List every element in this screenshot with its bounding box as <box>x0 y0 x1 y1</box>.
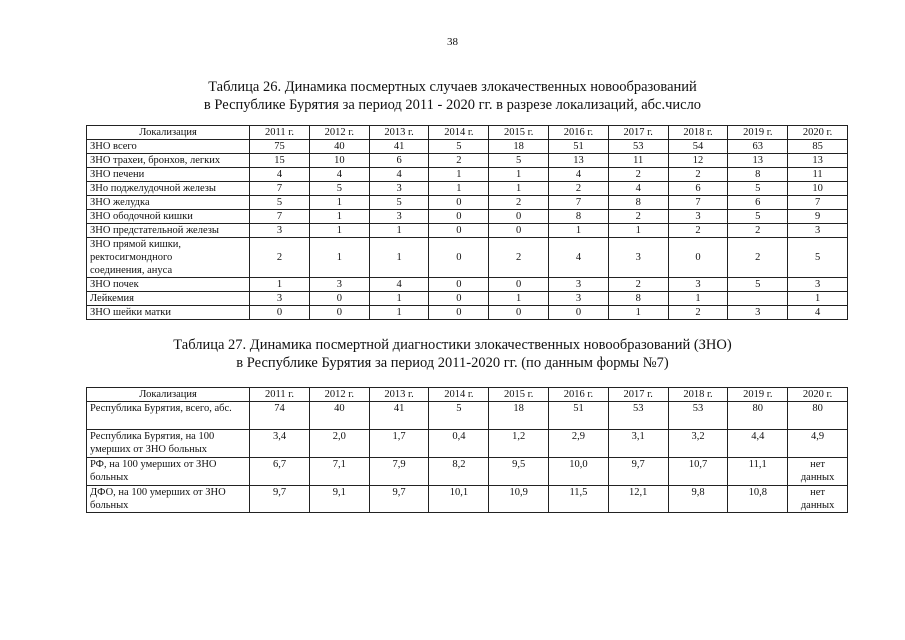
data-cell: 10,1 <box>429 486 489 513</box>
data-cell: 8 <box>608 292 668 306</box>
table26-title-line1: Таблица 26. Динамика посмертных случаев злокачественных новообразований <box>208 79 697 95</box>
data-cell: 3 <box>668 278 728 292</box>
row-label-line: ЗНО печени <box>90 169 145 180</box>
table-row <box>87 278 848 292</box>
data-cell: 1 <box>489 168 549 182</box>
row-label <box>87 210 250 224</box>
table-row <box>87 292 848 306</box>
row-label-line: ЗНО желудка <box>90 197 150 208</box>
data-cell: 1 <box>369 238 429 278</box>
data-cell: 4,4 <box>728 430 788 458</box>
data-cell: 18 <box>489 402 549 430</box>
data-cell: 4 <box>369 278 429 292</box>
row-label-line: Республика Бурятия, на 100 <box>90 431 215 442</box>
data-cell: 1 <box>309 224 369 238</box>
data-cell: 54 <box>668 140 728 154</box>
row-label <box>87 402 250 430</box>
data-cell: 3 <box>728 306 788 320</box>
data-cell: 2,9 <box>549 430 609 458</box>
column-header-year: 2013 г. <box>369 126 429 140</box>
data-cell: 5 <box>429 140 489 154</box>
row-label-line: соединения, ануса <box>90 265 173 276</box>
row-label <box>87 140 250 154</box>
data-cell: 2 <box>250 238 310 278</box>
column-header-year: 2016 г. <box>549 388 609 402</box>
data-cell: 7 <box>549 196 609 210</box>
table-row <box>87 182 848 196</box>
table-row <box>87 402 848 430</box>
row-label <box>87 278 250 292</box>
data-cell: 1 <box>608 306 668 320</box>
data-cell: 41 <box>369 402 429 430</box>
data-cell: 53 <box>608 140 668 154</box>
row-label-line: ЗНО трахеи, бронхов, легких <box>90 155 221 166</box>
data-cell: 4 <box>788 306 848 320</box>
data-cell: 0 <box>429 238 489 278</box>
data-cell: 5 <box>429 402 489 430</box>
data-cell: 4 <box>309 168 369 182</box>
data-cell: 75 <box>250 140 310 154</box>
row-label-line: больных <box>90 500 129 511</box>
row-label-line: РФ, на 100 умерших от ЗНО <box>90 459 217 470</box>
data-cell: 3 <box>549 292 609 306</box>
data-cell: 0 <box>250 306 310 320</box>
data-cell: 5 <box>250 196 310 210</box>
data-cell: 51 <box>549 402 609 430</box>
data-cell: 5 <box>728 210 788 224</box>
data-cell: 5 <box>309 182 369 196</box>
data-cell: 6,7 <box>250 458 310 486</box>
data-cell: 5 <box>728 182 788 196</box>
table-row <box>87 210 848 224</box>
data-cell: 1 <box>668 292 728 306</box>
data-cell: 2 <box>668 168 728 182</box>
data-cell: 0 <box>489 306 549 320</box>
table27-header-row <box>87 388 848 402</box>
data-cell: 9 <box>788 210 848 224</box>
data-cell: 1 <box>369 224 429 238</box>
table-row <box>87 140 848 154</box>
row-label-line: ЗНО прямой кишки, <box>90 239 182 250</box>
table-row <box>87 430 848 458</box>
table26 <box>86 125 848 320</box>
data-cell: 3,2 <box>668 430 728 458</box>
data-cell: 1 <box>549 224 609 238</box>
data-cell: 2 <box>549 182 609 196</box>
column-header-year: 2011 г. <box>250 388 310 402</box>
data-cell: 0 <box>429 292 489 306</box>
data-cell: 2 <box>668 306 728 320</box>
column-header-year: 2018 г. <box>668 126 728 140</box>
row-label-line: ЗНО предстательной железы <box>90 225 219 236</box>
table26-header-row <box>87 126 848 140</box>
table26-title <box>0 78 905 114</box>
row-label <box>87 430 250 458</box>
data-cell: 1,7 <box>369 430 429 458</box>
page-number: 38 <box>447 36 458 48</box>
data-cell: 2 <box>728 224 788 238</box>
data-cell: 7 <box>788 196 848 210</box>
data-cell: 1 <box>369 292 429 306</box>
table27-title-line2: в Республике Бурятия за период 2011-2020 гг. (по данным формы №7) <box>236 355 669 371</box>
column-header-year: 2016 г. <box>549 126 609 140</box>
column-header-year: 2019 г. <box>728 126 788 140</box>
data-cell: 0,4 <box>429 430 489 458</box>
table-row <box>87 486 848 513</box>
row-label-line: ЗНО почек <box>90 279 139 290</box>
data-cell: 12,1 <box>608 486 668 513</box>
data-cell: 74 <box>250 402 310 430</box>
data-cell: 13 <box>549 154 609 168</box>
table27-title-line1: Таблица 27. Динамика посмертной диагностики злокачественных новообразований (ЗНО) <box>173 337 732 353</box>
data-cell: 1 <box>309 196 369 210</box>
data-cell: 0 <box>429 196 489 210</box>
row-label <box>87 458 250 486</box>
data-cell: 9,7 <box>369 486 429 513</box>
data-cell: нет данных <box>788 458 848 486</box>
data-cell: 85 <box>788 140 848 154</box>
data-cell: 11,1 <box>728 458 788 486</box>
data-cell: 40 <box>309 140 369 154</box>
column-header-year: 2012 г. <box>309 126 369 140</box>
row-label <box>87 238 250 278</box>
data-cell: 3 <box>549 278 609 292</box>
data-cell: 5 <box>369 196 429 210</box>
data-cell: 6 <box>668 182 728 196</box>
data-cell: 6 <box>369 154 429 168</box>
table26-title-line2: в Республике Бурятия за период 2011 - 2020 гг. в разрезе локализаций, абс.число <box>203 97 702 113</box>
data-cell: 1 <box>489 182 549 196</box>
data-cell: 2 <box>728 238 788 278</box>
table-row <box>87 458 848 486</box>
data-cell: 3 <box>608 238 668 278</box>
table-row <box>87 154 848 168</box>
data-cell: 5 <box>788 238 848 278</box>
data-cell: 53 <box>608 402 668 430</box>
data-cell: 0 <box>429 210 489 224</box>
data-cell: 10 <box>788 182 848 196</box>
column-header-year: 2013 г. <box>369 388 429 402</box>
data-cell: 41 <box>369 140 429 154</box>
column-header-year: 2011 г. <box>250 126 310 140</box>
data-cell: 2 <box>608 210 668 224</box>
row-label <box>87 224 250 238</box>
data-cell: 4,9 <box>788 430 848 458</box>
data-cell: 10,0 <box>549 458 609 486</box>
column-header-year: 2019 г. <box>728 388 788 402</box>
data-cell: 1 <box>309 210 369 224</box>
data-cell: 13 <box>728 154 788 168</box>
row-label <box>87 182 250 196</box>
column-header-year: 2012 г. <box>309 388 369 402</box>
data-cell: 7 <box>668 196 728 210</box>
data-cell: 18 <box>489 140 549 154</box>
data-cell: 80 <box>728 402 788 430</box>
column-header-year: 2014 г. <box>429 388 489 402</box>
data-cell: 9,1 <box>309 486 369 513</box>
column-header-localization: Локализация <box>87 388 250 402</box>
data-cell: 2,0 <box>309 430 369 458</box>
data-cell: 3,1 <box>608 430 668 458</box>
data-cell: 1 <box>369 306 429 320</box>
column-header-year: 2017 г. <box>608 388 668 402</box>
data-cell: 1,2 <box>489 430 549 458</box>
data-cell: 1 <box>250 278 310 292</box>
row-label-line: ЗНо поджелудочной железы <box>90 183 216 194</box>
data-cell: 2 <box>489 238 549 278</box>
row-label <box>87 306 250 320</box>
data-cell: 11 <box>608 154 668 168</box>
data-cell: 51 <box>549 140 609 154</box>
data-cell: 9,7 <box>250 486 310 513</box>
data-cell: 9,5 <box>489 458 549 486</box>
table-row <box>87 306 848 320</box>
data-cell: 7 <box>250 210 310 224</box>
data-cell: 3 <box>250 292 310 306</box>
data-cell: 3,4 <box>250 430 310 458</box>
column-header-year: 2018 г. <box>668 388 728 402</box>
column-header-year: 2020 г. <box>788 388 848 402</box>
data-cell <box>728 292 788 306</box>
data-cell: 6 <box>728 196 788 210</box>
data-cell: 0 <box>309 292 369 306</box>
data-cell: 40 <box>309 402 369 430</box>
row-label-line: Республика Бурятия, всего, абс. <box>90 403 232 414</box>
data-cell: 15 <box>250 154 310 168</box>
data-cell: 0 <box>668 238 728 278</box>
row-label-line: ЗНО шейки матки <box>90 307 172 318</box>
data-cell: 0 <box>429 278 489 292</box>
row-label-line: ДФО, на 100 умерших от ЗНО <box>90 487 226 498</box>
column-header-year: 2020 г. <box>788 126 848 140</box>
table-row <box>87 238 848 278</box>
data-cell: 0 <box>489 278 549 292</box>
data-cell: 2 <box>608 278 668 292</box>
row-label <box>87 168 250 182</box>
data-cell: 4 <box>549 238 609 278</box>
data-cell: 8,2 <box>429 458 489 486</box>
data-cell: 63 <box>728 140 788 154</box>
data-cell: 2 <box>429 154 489 168</box>
data-cell: 4 <box>549 168 609 182</box>
row-label-line: ЗНО ободочной кишки <box>90 211 193 222</box>
data-cell: 1 <box>489 292 549 306</box>
data-cell: 7 <box>250 182 310 196</box>
data-cell: 1 <box>788 292 848 306</box>
data-cell: 3 <box>369 210 429 224</box>
data-cell: 10,9 <box>489 486 549 513</box>
row-label-line: больных <box>90 472 129 483</box>
data-cell: 3 <box>250 224 310 238</box>
data-cell: 3 <box>369 182 429 196</box>
table27-title <box>0 336 905 372</box>
data-cell: 3 <box>309 278 369 292</box>
row-label <box>87 292 250 306</box>
data-cell: 0 <box>309 306 369 320</box>
row-label <box>87 196 250 210</box>
data-cell: 4 <box>250 168 310 182</box>
data-cell: 8 <box>728 168 788 182</box>
data-cell: 3 <box>668 210 728 224</box>
data-cell: 1 <box>429 168 489 182</box>
column-header-localization: Локализация <box>87 126 250 140</box>
data-cell: 1 <box>429 182 489 196</box>
data-cell: 80 <box>788 402 848 430</box>
data-cell: 9,8 <box>668 486 728 513</box>
column-header-year: 2015 г. <box>489 126 549 140</box>
data-cell: 13 <box>788 154 848 168</box>
data-cell: 0 <box>429 224 489 238</box>
data-cell: 53 <box>668 402 728 430</box>
data-cell: 10,7 <box>668 458 728 486</box>
data-cell: 10 <box>309 154 369 168</box>
row-label-line: ЗНО всего <box>90 141 137 152</box>
data-cell: 8 <box>608 196 668 210</box>
data-cell: 0 <box>489 210 549 224</box>
data-cell: 7,9 <box>369 458 429 486</box>
table-row <box>87 224 848 238</box>
column-header-year: 2015 г. <box>489 388 549 402</box>
row-label <box>87 154 250 168</box>
data-cell: 3 <box>788 224 848 238</box>
table27 <box>86 387 848 513</box>
table-row <box>87 196 848 210</box>
data-cell: 0 <box>489 224 549 238</box>
data-cell: 12 <box>668 154 728 168</box>
data-cell: 8 <box>549 210 609 224</box>
data-cell: 0 <box>429 306 489 320</box>
data-cell: 0 <box>549 306 609 320</box>
data-cell: 5 <box>489 154 549 168</box>
column-header-year: 2017 г. <box>608 126 668 140</box>
data-cell: 9,7 <box>608 458 668 486</box>
data-cell: 1 <box>309 238 369 278</box>
data-cell: 10,8 <box>728 486 788 513</box>
data-cell: 2 <box>668 224 728 238</box>
data-cell: 11,5 <box>549 486 609 513</box>
row-label-line: умерших от ЗНО больных <box>90 444 208 455</box>
data-cell: 3 <box>788 278 848 292</box>
table-row <box>87 168 848 182</box>
data-cell: 4 <box>608 182 668 196</box>
column-header-year: 2014 г. <box>429 126 489 140</box>
data-cell: 2 <box>608 168 668 182</box>
data-cell: 11 <box>788 168 848 182</box>
data-cell: нет данных <box>788 486 848 513</box>
data-cell: 5 <box>728 278 788 292</box>
data-cell: 7,1 <box>309 458 369 486</box>
data-cell: 4 <box>369 168 429 182</box>
row-label-line: Лейкемия <box>90 293 134 304</box>
row-label <box>87 486 250 513</box>
data-cell: 2 <box>489 196 549 210</box>
row-label-line: ректосигмондного <box>90 252 173 263</box>
data-cell: 1 <box>608 224 668 238</box>
